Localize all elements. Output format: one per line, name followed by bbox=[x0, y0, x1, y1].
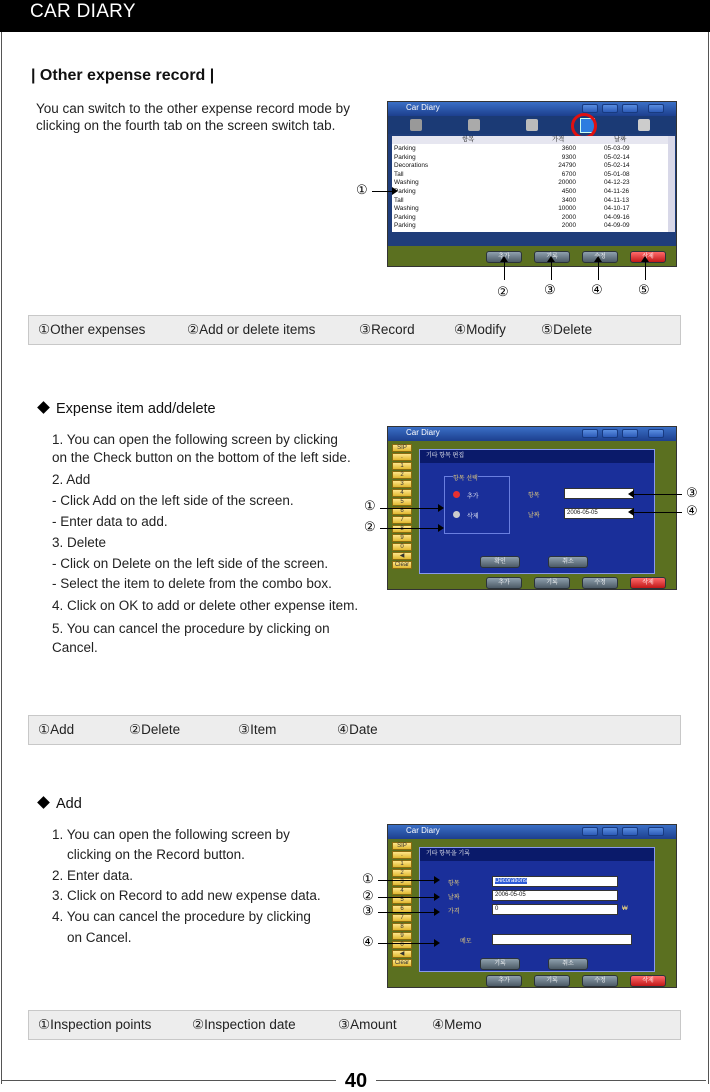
step-text: on Cancel. bbox=[67, 930, 132, 945]
cell-price: 9300 bbox=[561, 153, 576, 161]
callout-line bbox=[380, 508, 438, 509]
callout-3: ③ bbox=[686, 485, 698, 500]
cell-date: 04-09-16 bbox=[604, 213, 630, 221]
legend-item: ③Amount bbox=[338, 1017, 397, 1032]
callout-1: ① bbox=[362, 871, 374, 886]
cell-price: 4500 bbox=[561, 188, 576, 195]
memo-input[interactable] bbox=[492, 934, 632, 945]
cell-price: 2000 bbox=[561, 222, 576, 230]
numpad-key[interactable]: 8 bbox=[392, 525, 412, 533]
item-label: 항목 bbox=[448, 881, 460, 887]
price-value: 0 bbox=[495, 906, 499, 912]
arrow-icon bbox=[434, 908, 440, 916]
screenshot-record-expense bbox=[387, 824, 677, 988]
arrow-icon bbox=[641, 256, 649, 262]
radio-add-label: 추가 bbox=[467, 494, 479, 500]
radio-delete[interactable] bbox=[453, 511, 460, 518]
cell-date: 04-11-26 bbox=[604, 188, 630, 195]
numpad-key[interactable]: 7 bbox=[392, 516, 412, 524]
callout-line bbox=[634, 512, 682, 513]
step-text: Cancel. bbox=[52, 640, 98, 655]
date-label: 날짜 bbox=[448, 895, 460, 901]
legend-item: ④Memo bbox=[432, 1017, 482, 1032]
numpad-key[interactable]: 6 bbox=[392, 507, 412, 515]
cell-item: Parking bbox=[394, 213, 416, 221]
restore-icon bbox=[622, 104, 638, 113]
cell-price: 10000 bbox=[558, 205, 576, 213]
legend-item: ①Add bbox=[38, 722, 75, 737]
item-edit-dialog bbox=[419, 449, 655, 574]
section-title: | Other expense record | bbox=[31, 67, 215, 84]
cell-item: Parking bbox=[394, 222, 416, 230]
legend-item: ⑤Delete bbox=[541, 322, 593, 337]
cell-date: 05-02-14 bbox=[604, 153, 630, 161]
button-bar bbox=[388, 246, 676, 267]
step-text: 2. Enter data. bbox=[52, 868, 134, 883]
legend-item: ④Date bbox=[337, 722, 378, 737]
add-button[interactable]: 추가 bbox=[486, 975, 522, 987]
diamond-bullet-icon bbox=[37, 796, 50, 809]
numpad-key[interactable]: 3 bbox=[392, 480, 412, 488]
callout-1: ① bbox=[356, 182, 368, 197]
arrow-icon bbox=[434, 939, 440, 947]
numpad-key[interactable]: 9 bbox=[392, 932, 412, 940]
cell-item: Parking bbox=[394, 145, 416, 152]
keyboard-icon bbox=[582, 827, 598, 836]
arrow-icon bbox=[438, 504, 444, 512]
record-button[interactable]: 기록 bbox=[534, 577, 570, 589]
title-bar bbox=[388, 427, 676, 441]
numpad-key[interactable]: 8 bbox=[392, 923, 412, 931]
diamond-bullet-icon bbox=[37, 401, 50, 414]
arrow-icon bbox=[628, 508, 634, 516]
numpad-key[interactable]: 5 bbox=[392, 896, 412, 904]
expense-list bbox=[392, 136, 675, 232]
numpad-key[interactable]: Clear bbox=[392, 561, 412, 569]
column-header-date: 날짜 bbox=[614, 136, 627, 143]
numpad-key[interactable]: 4 bbox=[392, 489, 412, 497]
cell-date: 05-02-14 bbox=[604, 162, 630, 170]
step-text: on the Check button on the bottom of the left side. bbox=[52, 450, 351, 465]
modify-button[interactable]: 수정 bbox=[582, 251, 618, 263]
cell-price: 2000 bbox=[561, 213, 576, 221]
section-heading-text: Expense item add/delete bbox=[56, 401, 216, 417]
callout-line bbox=[551, 262, 552, 280]
tab-summary-icon bbox=[638, 119, 650, 131]
numpad-key[interactable]: 9 bbox=[392, 534, 412, 542]
minimize-icon bbox=[602, 429, 618, 438]
arrow-icon bbox=[594, 256, 602, 262]
legend-box-3 bbox=[28, 1010, 681, 1040]
header-title: CAR DIARY bbox=[30, 1, 136, 22]
cell-date: 05-03-09 bbox=[604, 145, 630, 152]
price-label: 가격 bbox=[448, 909, 460, 915]
price-input[interactable] bbox=[492, 904, 618, 915]
step-text: - Click on Delete on the left side of the screen. bbox=[52, 556, 329, 571]
cell-item: Washing bbox=[394, 205, 419, 213]
title-bar bbox=[388, 825, 676, 839]
column-header-price: 가격 bbox=[552, 136, 565, 143]
numpad-key[interactable]: 1 bbox=[392, 462, 412, 470]
numpad-key[interactable]: SIP bbox=[392, 444, 412, 452]
cell-item: Parking bbox=[394, 153, 416, 161]
arrow-icon bbox=[434, 876, 440, 884]
numpad-key[interactable]: 1 bbox=[392, 860, 412, 868]
screenshot-expense-list bbox=[387, 101, 677, 267]
numpad-key[interactable]: 0 bbox=[392, 941, 412, 949]
step-text: 1. You can open the following screen by bbox=[52, 827, 290, 842]
cell-price: 20000 bbox=[558, 179, 576, 187]
modify-button[interactable]: 수정 bbox=[582, 975, 618, 987]
cell-date: 04-11-13 bbox=[604, 196, 630, 204]
group-title: 항목 선택 bbox=[453, 473, 478, 482]
legend-box-2 bbox=[28, 715, 681, 745]
callout-4: ④ bbox=[591, 282, 603, 297]
cell-price: 3600 bbox=[561, 145, 576, 152]
numpad-key[interactable]: 7 bbox=[392, 914, 412, 922]
numpad-key[interactable]: 0 bbox=[392, 543, 412, 551]
legend-item: ①Inspection points bbox=[38, 1017, 152, 1032]
button-bar bbox=[388, 575, 676, 590]
callout-3: ③ bbox=[544, 282, 556, 297]
cell-item: Parking bbox=[394, 188, 416, 195]
scrollbar bbox=[668, 136, 675, 232]
footer-rule-right bbox=[376, 1080, 706, 1081]
section-heading-item-edit bbox=[34, 401, 216, 417]
callout-line bbox=[380, 528, 438, 529]
callout-line bbox=[504, 262, 505, 280]
date-value: 2006-05-05 bbox=[567, 510, 598, 516]
dialog-title: 기타 항목을 기록 bbox=[420, 848, 654, 861]
legend-item: ②Delete bbox=[129, 722, 181, 737]
header-bar bbox=[0, 0, 710, 32]
callout-4: ④ bbox=[362, 934, 374, 949]
legend-item: ②Inspection date bbox=[192, 1017, 296, 1032]
section-heading-text: Add bbox=[56, 796, 82, 812]
keyboard-icon bbox=[582, 429, 598, 438]
close-icon bbox=[648, 104, 664, 113]
callout-line bbox=[378, 943, 434, 944]
close-icon bbox=[648, 827, 664, 836]
step-text: 4. Click on OK to add or delete other expense item. bbox=[52, 598, 359, 613]
page-number: 40 bbox=[342, 1071, 370, 1091]
legend-box-1 bbox=[28, 315, 681, 345]
callout-2: ② bbox=[497, 284, 509, 299]
legend-item: ②Add or delete items bbox=[187, 322, 316, 337]
date-combo[interactable] bbox=[564, 508, 634, 519]
arrow-icon bbox=[392, 187, 398, 195]
cell-price: 24790 bbox=[558, 162, 576, 170]
restore-icon bbox=[622, 827, 638, 836]
arrow-icon bbox=[547, 256, 555, 262]
select-group bbox=[444, 476, 510, 534]
numpad-key[interactable]: 2 bbox=[392, 471, 412, 479]
section-heading-add bbox=[34, 796, 82, 812]
tab-fuel-icon bbox=[410, 119, 422, 131]
item-combo[interactable] bbox=[492, 876, 618, 887]
step-text: - Enter data to add. bbox=[52, 514, 168, 529]
numpad-key[interactable]: 4 bbox=[392, 887, 412, 895]
cell-item: Tall bbox=[394, 170, 404, 178]
record-dialog-button[interactable]: 기록 bbox=[480, 958, 520, 970]
column-header-item: 항목 bbox=[462, 136, 475, 143]
intro-text: You can switch to the other expense record mode by clicking on the fourth tab on the screen switch tab. bbox=[36, 101, 350, 133]
callout-1: ① bbox=[364, 498, 376, 513]
app-title: Car Diary bbox=[406, 428, 440, 437]
add-button[interactable]: 추가 bbox=[486, 251, 522, 263]
tab-strip bbox=[388, 116, 676, 134]
step-text: 4. You can cancel the procedure by clicking bbox=[52, 909, 311, 924]
numpad-key[interactable]: ◀ bbox=[392, 552, 412, 560]
item-label: 항목 bbox=[528, 493, 540, 499]
callout-line bbox=[378, 912, 434, 913]
delete-button[interactable]: 삭제 bbox=[630, 975, 666, 987]
callout-line bbox=[378, 897, 434, 898]
numpad-key[interactable]: 3 bbox=[392, 878, 412, 886]
arrow-icon bbox=[628, 490, 634, 498]
callout-3: ③ bbox=[362, 903, 374, 918]
arrow-icon bbox=[434, 893, 440, 901]
record-button[interactable]: 기록 bbox=[534, 251, 570, 263]
numpad-key[interactable]: SIP bbox=[392, 842, 412, 850]
delete-button[interactable]: 삭제 bbox=[630, 577, 666, 589]
dialog-title: 기타 항목 편집 bbox=[420, 450, 654, 463]
date-label: 날짜 bbox=[528, 513, 540, 519]
button-bar bbox=[388, 973, 676, 988]
minimize-icon bbox=[602, 104, 618, 113]
cell-item: Tall bbox=[394, 196, 404, 204]
step-text: - Select the item to delete from the combo box. bbox=[52, 576, 332, 591]
callout-2: ② bbox=[364, 519, 376, 534]
arrow-icon bbox=[500, 256, 508, 262]
step-text: 3. Delete bbox=[52, 535, 107, 550]
cancel-button[interactable]: 취소 bbox=[548, 958, 588, 970]
record-button[interactable]: 기록 bbox=[534, 975, 570, 987]
callout-line bbox=[634, 494, 682, 495]
numpad-key[interactable]: 6 bbox=[392, 905, 412, 913]
cell-price: 6700 bbox=[561, 170, 576, 178]
numpad-key[interactable]: ◀ bbox=[392, 950, 412, 958]
callout-line bbox=[378, 880, 434, 881]
cell-date: 04-10-17 bbox=[604, 205, 630, 213]
step-text: clicking on the Record button. bbox=[67, 847, 245, 862]
tab-maintenance-icon bbox=[468, 119, 480, 131]
cancel-button[interactable]: 취소 bbox=[548, 556, 588, 568]
numpad-key[interactable]: . bbox=[392, 453, 412, 461]
cell-date: 04-09-09 bbox=[604, 222, 630, 230]
numpad-key[interactable]: 5 bbox=[392, 498, 412, 506]
delete-button[interactable]: 삭제 bbox=[630, 251, 666, 263]
cell-item: Washing bbox=[394, 179, 419, 187]
app-title: Car Diary bbox=[406, 103, 440, 112]
numpad-key[interactable]: . bbox=[392, 851, 412, 859]
item-input[interactable] bbox=[564, 488, 634, 499]
callout-line bbox=[372, 191, 392, 192]
ok-button[interactable]: 확인 bbox=[480, 556, 520, 568]
cell-price: 3400 bbox=[561, 196, 576, 204]
add-button[interactable]: 추가 bbox=[486, 577, 522, 589]
callout-line bbox=[645, 262, 646, 280]
numpad-key[interactable]: 2 bbox=[392, 869, 412, 877]
app-title: Car Diary bbox=[406, 826, 440, 835]
legend-item: ③Record bbox=[359, 322, 415, 337]
step-text: 3. Click on Record to add new expense data. bbox=[52, 888, 321, 903]
legend-item: ③Item bbox=[238, 722, 277, 737]
step-text: 2. Add bbox=[52, 472, 91, 487]
cell-item: Decorations bbox=[394, 162, 429, 170]
step-text: 5. You can cancel the procedure by clicking on bbox=[52, 621, 330, 636]
title-bar bbox=[388, 102, 676, 116]
close-icon bbox=[648, 429, 664, 438]
step-text: 1. You can open the following screen by clicking bbox=[52, 432, 338, 447]
item-value: Decorations bbox=[495, 878, 528, 884]
modify-button[interactable]: 수정 bbox=[582, 577, 618, 589]
radio-delete-label: 삭제 bbox=[467, 514, 479, 520]
legend-item: ④Modify bbox=[454, 322, 506, 337]
date-value: 2006-05-05 bbox=[495, 892, 526, 898]
restore-icon bbox=[622, 429, 638, 438]
memo-label: 메모 bbox=[460, 939, 472, 945]
callout-2: ② bbox=[362, 888, 374, 903]
currency-unit: ₩ bbox=[622, 906, 628, 912]
cell-date: 05-01-08 bbox=[604, 170, 630, 178]
callout-4: ④ bbox=[686, 503, 698, 518]
arrow-icon bbox=[438, 524, 444, 532]
tab-repair-icon bbox=[526, 119, 538, 131]
callout-line bbox=[598, 262, 599, 280]
legend-item: ①Other expenses bbox=[38, 322, 146, 337]
date-combo[interactable] bbox=[492, 890, 618, 901]
record-dialog bbox=[419, 847, 655, 972]
minimize-icon bbox=[602, 827, 618, 836]
radio-add[interactable] bbox=[453, 491, 460, 498]
callout-5: ⑤ bbox=[638, 282, 650, 297]
cell-date: 04-12-23 bbox=[604, 179, 630, 187]
step-text: - Click Add on the left side of the screen. bbox=[52, 493, 294, 508]
footer-rule-left bbox=[2, 1080, 336, 1081]
keyboard-icon bbox=[582, 104, 598, 113]
numpad-key[interactable]: Clear bbox=[392, 959, 412, 967]
